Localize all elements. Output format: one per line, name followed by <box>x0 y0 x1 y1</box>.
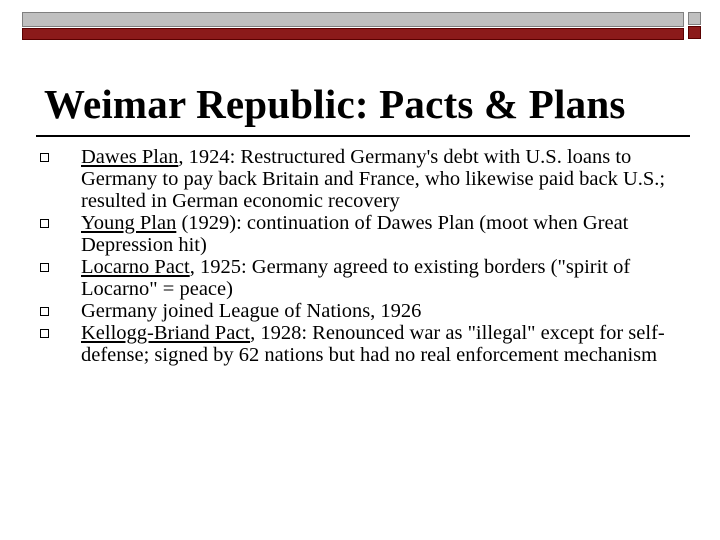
corner-square-red <box>688 26 701 39</box>
bullet-text: (1929): continuation of Dawes Plan (moot when Great Depression hit) <box>81 212 629 256</box>
title-divider <box>36 135 690 137</box>
bullet-text: Germany joined League of Nations, 1926 <box>81 300 422 322</box>
hyperlink-locarno-pact[interactable]: Locarno Pact <box>81 256 190 278</box>
square-bullet-icon <box>40 153 49 162</box>
bullet-text: , 1925: Germany agreed to existing borders ("spirit of Locarno" = peace) <box>81 256 631 300</box>
square-bullet-icon <box>40 307 49 316</box>
hyperlink-kellogg-briand-pact[interactable]: Kellogg-Briand Pact <box>81 322 251 344</box>
list-item <box>0 322 701 366</box>
decorative-header-bar <box>22 12 684 40</box>
slide-title: Weimar Republic: Pacts & Plans <box>44 81 626 127</box>
list-item <box>0 146 701 212</box>
bullet-text: , 1924: Restructured Germany's debt with U.S. loans to Germany to pay back Britain and France, who likewise paid back U.S.; resulted in German economic recovery <box>81 146 666 212</box>
square-bullet-icon <box>40 329 49 338</box>
hyperlink-dawes-plan[interactable]: Dawes Plan <box>81 146 179 168</box>
square-bullet-icon <box>40 219 49 228</box>
bullet-list <box>0 146 720 366</box>
list-item <box>0 256 701 300</box>
header-bar-gray <box>22 12 684 27</box>
bullet-text: , 1928: Renounced war as "illegal" except for self-defense; signed by 62 nations but had no real enforcement mechanism <box>81 322 665 366</box>
list-item <box>0 212 701 256</box>
square-bullet-icon <box>40 263 49 272</box>
header-bar-red <box>22 28 684 40</box>
corner-square-gray <box>688 12 701 25</box>
list-item <box>0 300 701 322</box>
hyperlink-young-plan[interactable]: Young Plan <box>81 212 177 234</box>
